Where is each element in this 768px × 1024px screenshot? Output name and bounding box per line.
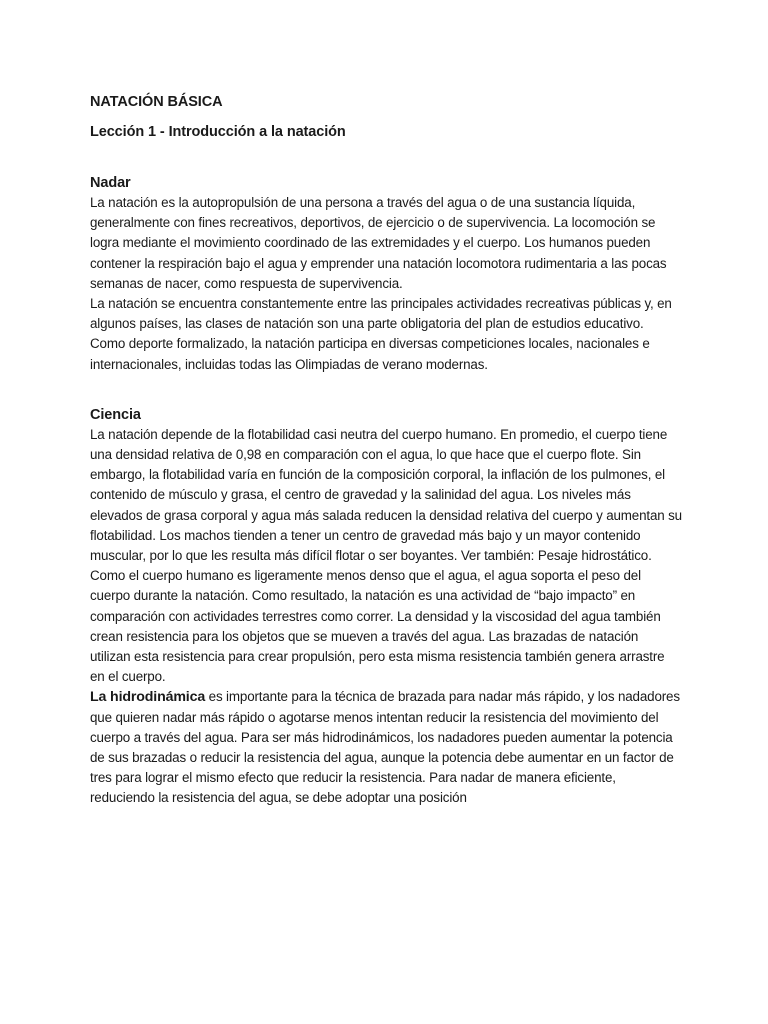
section-heading-ciencia: Ciencia bbox=[90, 406, 141, 423]
paragraph-ciencia-1: La natación depende de la flotabilidad casi neutra del cuerpo humano. En promedio, el cuerpo tiene una densidad relativa de 0,98 en comparación con el agua, lo que hace que el cuerpo flote. Sin embargo, la flotabilidad varía en función de la composición corporal, la inflación de los pulmones, el contenido de músculo y grasa, el centro de gravedad y la salinidad del agua. Los niveles más elevados de grasa corporal y agua más salada reducen la densidad relativa del cuerpo y aumentan su flotabilidad. Los machos tienden a tener un centro de gravedad más bajo y un mayor contenido muscular, por lo que les resulta más difícil flotar o ser boyantes. Ver también: Pesaje hidrostático. bbox=[90, 426, 682, 564]
paragraph-hidrodinamica bbox=[90, 687, 682, 808]
section-heading-nadar: Nadar bbox=[90, 175, 131, 191]
lesson-title: Lección 1 - Introducción a la natación bbox=[90, 124, 346, 140]
hidrodinamica-text: es importante para la técnica de brazada para nadar más rápido, y los nadadores que quieren nadar más rápido o agotarse menos intentan reducir la resistencia del movimiento del cuerpo a través del agua. Para ser más hidrodinámicos, los nadadores pueden aumentar la potencia de sus brazadas o reducir la resistencia del agua, aunque la potencia debe aumentar en un factor de tres para lograr el mismo efecto que reducir la resistencia. Para nadar de manera eficiente, reduciendo la resistencia del agua, se debe adoptar una posición bbox=[90, 689, 680, 806]
paragraph-nadar-1: La natación es la autopropulsión de una persona a través del agua o de una sustancia líquida, generalmente con fines recreativos, deportivos, de ejercicio o de supervivencia. La locomoción se logra mediante el movimiento coordinado de las extremidades y el cuerpo. Los humanos pueden contener la respiración bajo el agua y emprender una natación locomotora rudimentaria a las pocas semanas de nacer, como respuesta de supervivencia. bbox=[90, 195, 667, 291]
document-page bbox=[90, 92, 682, 809]
paragraph-nadar-2: La natación se encuentra constantemente entre las principales actividades recreativas públicas y, en algunos países, las clases de natación son una parte obligatoria del plan de estudios educativo. Como deporte formalizado, la natación participa en diversas competiciones locales, nacionales e internacionales, incluidas todas las Olimpiadas de verano modernas. bbox=[90, 296, 672, 372]
hidrodinamica-lead: La hidrodinámica bbox=[90, 689, 206, 706]
paragraph-ciencia-2: Como el cuerpo humano es ligeramente menos denso que el agua, el agua soporta el peso del cuerpo durante la natación. Como resultado, la natación es una actividad de “bajo impacto” en comparación con actividades terrestres como correr. La densidad y la viscosidad del agua también crean resistencia para los objetos que se mueven a través del agua. Las brazadas de natación utilizan esta resistencia para crear propulsión, pero esta misma resistencia también genera arrastre en el cuerpo. bbox=[90, 568, 665, 685]
document-title: NATACIÓN BÁSICA bbox=[90, 94, 223, 110]
